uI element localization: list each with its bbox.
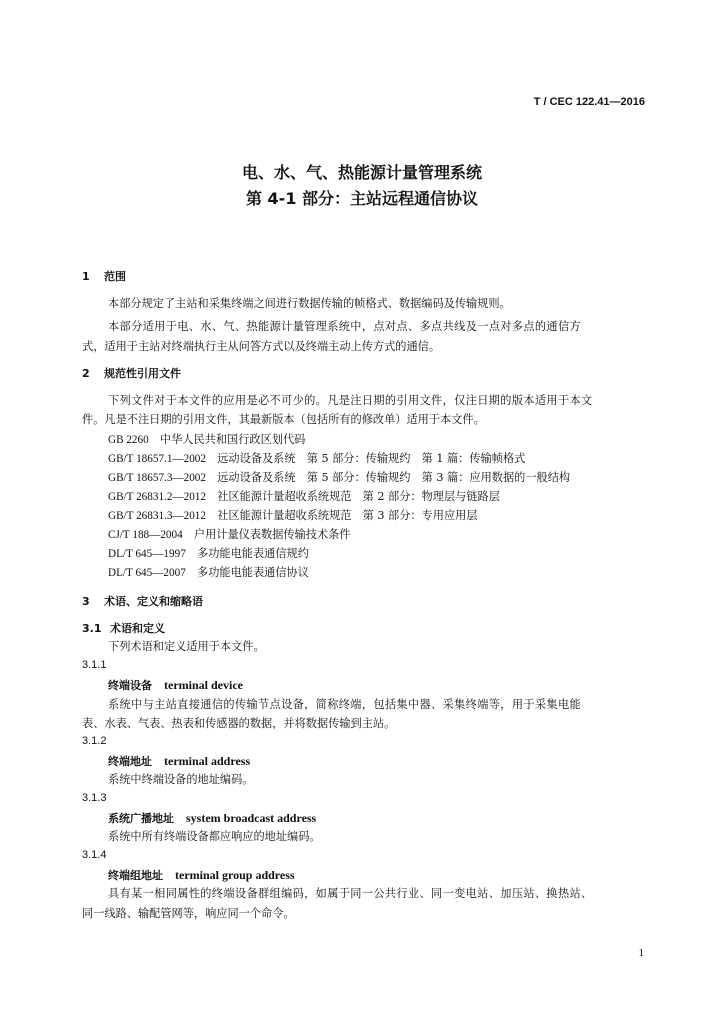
reference-item xyxy=(108,526,351,542)
reference-item xyxy=(108,564,309,580)
document-title-line2: 第 4-1 部分：主站远程通信协议 xyxy=(245,189,479,208)
section-2-heading xyxy=(82,365,181,381)
reference-item xyxy=(108,450,525,466)
reference-item xyxy=(108,488,500,504)
reference-item xyxy=(108,431,305,447)
term-english: system broadcast address xyxy=(186,811,317,825)
term-definition-line-1: 具有某一相同属性的终端设备群组编码，如属于同一公共行业、同一变电站、加压站、换热站、 xyxy=(108,887,593,900)
section-2-paragraph-line-2: 件。凡是不注日期的引用文件，其最新版本（包括所有的修改单）适用于本文件。 xyxy=(82,413,485,426)
clause-number: 3.1.4 xyxy=(82,849,107,861)
section-1-paragraph-2-line-1: 本部分适用于电、水、气、热能源计量管理系统中，点对点、多点共线及一点对多点的通信方 xyxy=(108,320,582,333)
clause-number: 3.1.1 xyxy=(82,659,107,671)
reference-code: DL/T 645—2007 xyxy=(108,567,186,579)
reference-title: 社区能源计量超收系统规范 第 3 部分：专用应用层 xyxy=(217,509,478,522)
reference-title: 多功能电能表通信协议 xyxy=(197,566,309,579)
document-title-line1: 电、水、气、热能源计量管理系统 xyxy=(241,163,482,182)
term-definition-line-1: 系统中终端设备的地址编码。 xyxy=(108,773,254,786)
term-english: terminal device xyxy=(164,678,243,692)
section-3-heading xyxy=(82,593,203,609)
subsection-title: 术语和定义 xyxy=(110,622,165,635)
clause-number: 3.1.3 xyxy=(82,792,107,804)
section-title: 范围 xyxy=(104,270,126,283)
clause-number: 3.1.2 xyxy=(82,735,107,747)
section-1-paragraph-1: 本部分规定了主站和采集终端之间进行数据传输的帧格式、数据编码及传输规则。 xyxy=(108,297,511,310)
reference-item xyxy=(108,469,570,485)
reference-code: GB/T 26831.3—2012 xyxy=(108,510,206,522)
reference-title: 多功能电能表通信规约 xyxy=(197,547,309,560)
standard-number: T / CEC 122.41—2016 xyxy=(533,96,645,108)
reference-item xyxy=(108,507,478,523)
reference-code: GB/T 18657.1—2002 xyxy=(108,453,206,465)
reference-title: 中华人民共和国行政区划代码 xyxy=(159,433,306,446)
term-heading xyxy=(108,810,316,826)
term-definition-line-2: 同一线路、输配管网等，响应同一个命令。 xyxy=(82,907,295,920)
reference-code: GB/T 18657.3—2002 xyxy=(108,472,206,484)
reference-code: DL/T 645—1997 xyxy=(108,548,186,560)
section-number: 1 xyxy=(82,270,90,283)
section-number: 2 xyxy=(82,367,90,380)
page-number: 1 xyxy=(638,947,644,959)
reference-code: GB/T 26831.2—2012 xyxy=(108,491,206,503)
term-heading xyxy=(108,677,243,693)
term-heading xyxy=(108,753,250,769)
reference-code: CJ/T 188—2004 xyxy=(108,529,183,541)
section-2-paragraph-line-1: 下列文件对于本文件的应用是必不可少的。凡是注日期的引用文件，仅注日期的版本适用于本文 xyxy=(108,394,593,407)
section-number: 3 xyxy=(82,595,90,608)
reference-title: 社区能源计量超收系统规范 第 2 部分：物理层与链路层 xyxy=(217,490,500,503)
reference-title: 户用计量仪表数据传输技术条件 xyxy=(193,528,351,541)
term-chinese: 终端设备 xyxy=(108,679,152,692)
subsection-number: 3.1 xyxy=(82,622,102,635)
term-chinese: 系统广播地址 xyxy=(108,812,174,825)
reference-code: GB 2260 xyxy=(108,434,149,446)
term-heading xyxy=(108,867,295,883)
term-definition-line-1: 系统中与主站直接通信的传输节点设备，简称终端，包括集中器、采集终端等，用于采集电能 xyxy=(108,698,582,711)
term-definition-line-2: 表、水表、气表、热表和传感器的数据，并将数据传输到主站。 xyxy=(82,717,396,730)
term-definition-line-1: 系统中所有终端设备都应响应的地址编码。 xyxy=(108,830,321,843)
section-title: 规范性引用文件 xyxy=(104,367,181,380)
term-chinese: 终端地址 xyxy=(108,755,152,768)
term-chinese: 终端组地址 xyxy=(108,869,163,882)
reference-title: 远动设备及系统 第 5 部分：传输规约 第 1 篇：传输帧格式 xyxy=(217,452,526,465)
term-english: terminal group address xyxy=(175,868,295,882)
term-english: terminal address xyxy=(164,754,251,768)
subsection-3-1-intro: 下列术语和定义适用于本文件。 xyxy=(108,640,265,653)
reference-title: 远动设备及系统 第 5 部分：传输规约 第 3 篇：应用数据的一般结构 xyxy=(217,471,571,484)
reference-item xyxy=(108,545,309,561)
section-1-heading xyxy=(82,268,126,284)
subsection-3-1-heading xyxy=(82,620,165,636)
section-1-paragraph-2-line-2: 式，适用于主站对终端执行主从问答方式以及终端主动上传方式的通信。 xyxy=(82,340,441,353)
section-title: 术语、定义和缩略语 xyxy=(104,595,203,608)
